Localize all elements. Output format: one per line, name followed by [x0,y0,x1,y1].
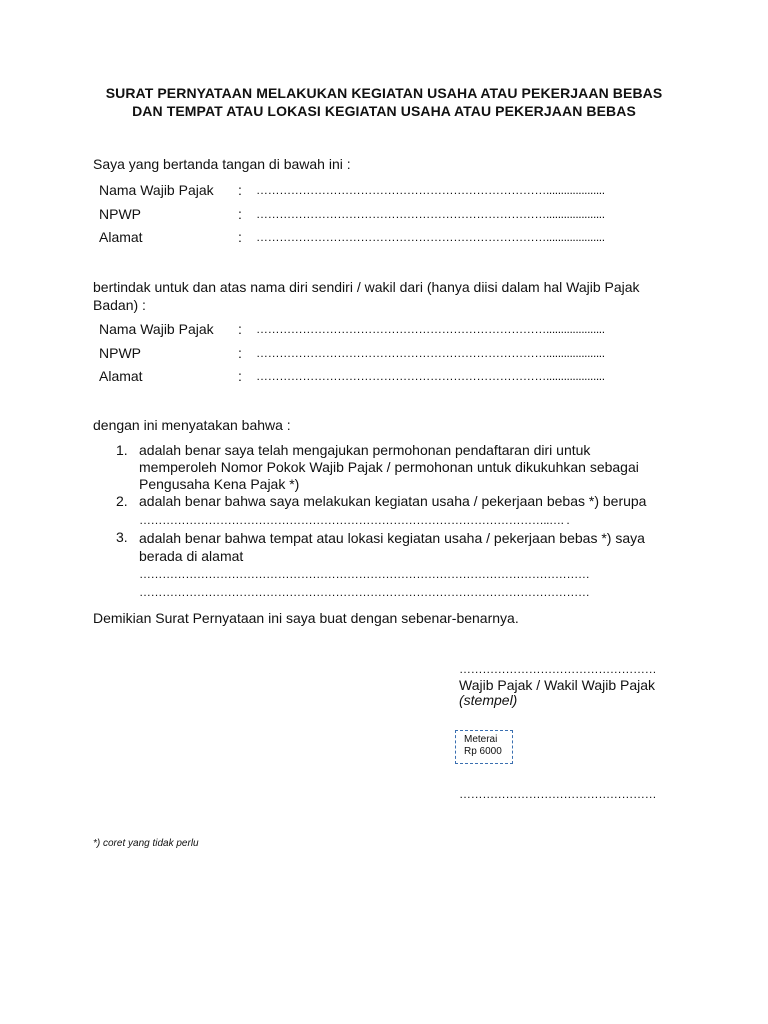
field-fill-line[interactable]: ………………………………………………………………….................... [256,346,605,360]
field-label: Alamat [99,229,143,245]
place-date-line[interactable]: …………………………………………… [459,662,657,676]
field-alamat-badan[interactable] [99,367,659,385]
field-colon: : [238,321,242,337]
meterai-label: Meterai [464,734,498,745]
statement-item-2: adalah benar bahwa saya melakukan kegiatan usaha / pekerjaan bebas *) berupa [139,493,647,509]
field-colon: : [238,206,242,222]
statement-item-3: adalah benar bahwa tempat atau lokasi kegiatan usaha / pekerjaan bebas *) saya berada di alamat [139,530,645,564]
field-fill-line[interactable]: ………………………………………………………………….................... [256,207,605,221]
field-label: Nama Wajib Pajak [99,182,214,198]
statement-item-1: adalah benar saya telah mengajukan permohonan pendaftaran diri untuk memperoleh Nomor Pokok Wajib Pajak / permohonan untuk dikukuhkan sebagai Pengusaha Kena Pajak *) [139,442,639,492]
fill-line-activity[interactable]: ……………………………………………………………………………………………..…. . [139,513,570,527]
field-colon: : [238,229,242,245]
list-number: 1. [116,442,128,458]
stamp-note: (stempel) [459,692,518,708]
field-label: Alamat [99,368,143,384]
field-npwp-badan[interactable] [99,344,659,362]
field-colon: : [238,345,242,361]
on-behalf-text: bertindak untuk dan atas nama diri sendiri / wakil dari (hanya diisi dalam hal Wajib Pajak Badan) : [93,279,640,313]
title-line-1: SURAT PERNYATAAN MELAKUKAN KEGIATAN USAHA ATAU PEKERJAAN BEBAS [105,85,663,101]
meterai-stamp-box [455,730,513,764]
closing-text: Demikian Surat Pernyataan ini saya buat dengan sebenar-benarnya. [93,610,519,626]
signer-name-line[interactable]: …………………………………………… [459,787,657,801]
list-number: 2. [116,493,128,509]
statement-intro: dengan ini menyatakan bahwa : [93,417,291,433]
document-title [0,84,768,120]
field-nama-wajib-pajak[interactable] [99,181,659,199]
footnote: *) coret yang tidak perlu [93,838,199,849]
field-fill-line[interactable]: ………………………………………………………………….................... [256,322,605,336]
meterai-value: Rp 6000 [464,746,502,757]
field-nama-wajib-pajak-badan[interactable] [99,320,659,338]
title-line-2: DAN TEMPAT ATAU LOKASI KEGIATAN USAHA ATAU PEKERJAAN BEBAS [132,103,636,119]
list-number: 3. [116,529,128,545]
field-alamat[interactable] [99,228,659,246]
field-npwp[interactable] [99,205,659,223]
field-label: NPWP [99,345,141,361]
signer-role: Wajib Pajak / Wakil Wajib Pajak [459,677,656,693]
field-fill-line[interactable]: ………………………………………………………………….................... [256,230,605,244]
fill-line-address-1[interactable]: ……………………………………………………………………………………………………… [139,567,590,581]
field-label: NPWP [99,206,141,222]
field-fill-line[interactable]: ………………………………………………………………….................... [256,183,605,197]
field-colon: : [238,182,242,198]
fill-line-address-2[interactable]: ……………………………………………………………………………………………………… [139,585,590,599]
intro-text: Saya yang bertanda tangan di bawah ini : [93,156,351,172]
field-colon: : [238,368,242,384]
field-fill-line[interactable]: ………………………………………………………………….................... [256,369,605,383]
field-label: Nama Wajib Pajak [99,321,214,337]
